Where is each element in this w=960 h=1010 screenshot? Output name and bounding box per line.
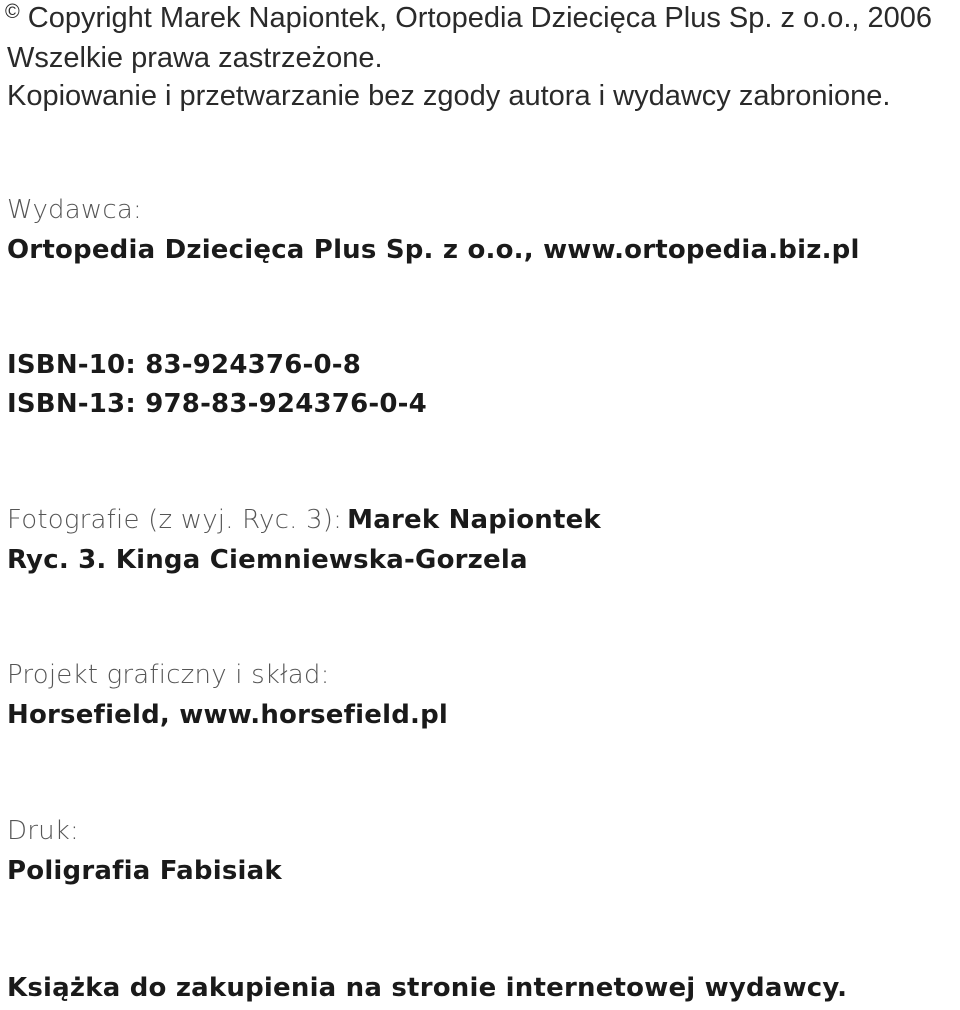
design-value: Horsefield, www.horsefield.pl — [7, 700, 449, 730]
isbn-13: ISBN-13: 978-83-924376-0-4 — [7, 389, 427, 419]
isbn-10: ISBN-10: 83-924376-0-8 — [7, 350, 362, 380]
design-label: Projekt graficzny i skład: — [7, 660, 330, 690]
copyright-symbol: © — [5, 1, 20, 23]
publisher-value: Ortopedia Dziecięca Plus Sp. z o.o., www.ortopedia.biz.pl — [7, 235, 860, 265]
photo-credit-label: Fotografie (z wyj. Ryc. 3): — [7, 505, 343, 535]
publisher-label: Wydawca: — [7, 195, 142, 225]
photo-credit-value: Marek Napiontek — [347, 505, 601, 535]
photo-credit — [7, 507, 601, 533]
print-value: Poligrafia Fabisiak — [7, 856, 282, 886]
copying-notice: Kopiowanie i przetwarzanie bez zgody autora i wydawcy zabronione. — [7, 80, 891, 112]
rights-reserved: Wszelkie prawa zastrzeżone. — [7, 42, 383, 74]
figure-credit: Ryc. 3. Kinga Ciemniewska-Gorzela — [7, 545, 528, 575]
print-label: Druk: — [7, 816, 80, 846]
purchase-note: Książka do zakupienia na stronie internetowej wydawcy. — [7, 973, 848, 1003]
copyright-text: Copyright Marek Napiontek, Ortopedia Dziecięca Plus Sp. z o.o., 2006 — [27, 2, 933, 34]
copyright-line — [5, 2, 932, 33]
